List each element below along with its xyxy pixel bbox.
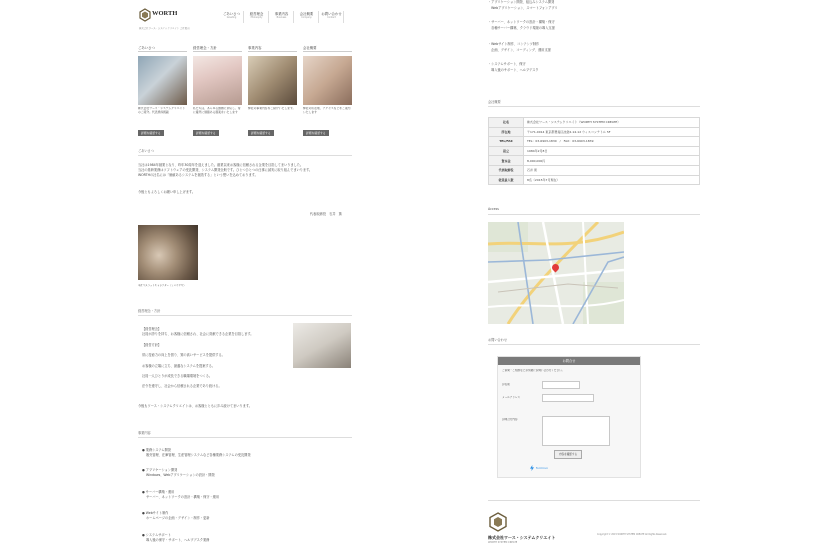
formrun-brand[interactable]: formrun: [536, 466, 549, 470]
philosophy-label: 【経営理念】: [142, 327, 162, 331]
table-row: 代表取締役 石井 篤: [489, 165, 700, 175]
feature-desc: 弊社の事業内容をご紹介いたします。: [248, 107, 296, 110]
table-row: 資本金 8,000,000円: [489, 156, 700, 166]
business-item-body: サーバー、ネットワークの設計・構築・保守・運用: [146, 495, 220, 499]
name-label: お名前: [502, 383, 510, 386]
business-item-title: ● Webサイト制作: [142, 511, 169, 515]
divider: [138, 155, 352, 156]
nav-item-philosophy[interactable]: 経営理念 Philosophy: [245, 11, 269, 23]
service-line: 導入後のサポート、ヘルプデスク: [488, 68, 539, 72]
feature-card-business: [248, 45, 297, 138]
business-item-body: 導入後の保守・サポート、ヘルプデスク業務: [146, 538, 210, 542]
logo-text: WORTH: [152, 10, 178, 17]
email-label: メールアドレス: [502, 396, 521, 399]
feature-detail-button[interactable]: 詳細を確認する: [248, 130, 274, 136]
access-map[interactable]: [488, 222, 624, 324]
divider: [138, 437, 352, 438]
service-line: ・Webサイト制作、コンテンツ制作: [488, 42, 540, 46]
feature-desc: 私たちは、あらゆる課題に対応し、常に確実に価値ある提案をいたします: [193, 107, 241, 114]
form-intro: ご質問・ご相談などお気軽にお問い合わせください。: [502, 369, 565, 372]
feature-image-meeting: [303, 56, 352, 105]
photo-caption: 当社マスコットキャラクター（ミニウサギ）: [138, 284, 186, 287]
philosophy-text: 社員が誇りを持ち、お客様に信頼され、社会に貢献できる企業を目指します。: [142, 332, 254, 336]
table-row: 設立 1984年2月8日: [489, 146, 700, 156]
service-line: 各種サーバー構築、クラウド環境の導入支援: [488, 26, 555, 30]
body-label: お問合せ内容: [502, 418, 518, 421]
service-line: ・サーバー、ネットワークの設計・構築・保守: [488, 20, 555, 24]
feature-detail-button[interactable]: 詳細を確認する: [138, 130, 164, 136]
nav-item-company[interactable]: 会社概要 Company: [295, 11, 319, 23]
divider: [488, 106, 700, 107]
divider: [488, 344, 700, 345]
footer-sub: WORTH SYSTEM CREATE: [488, 541, 518, 544]
policy-bullet: お客様の立場に立ち、最適なシステムを提案する。: [142, 364, 215, 368]
divider: [138, 315, 352, 316]
name-field[interactable]: [542, 381, 580, 389]
feature-heading: ごあいさつ: [138, 45, 187, 52]
greeting-heading: ごあいさつ: [138, 149, 154, 153]
company-table: [488, 117, 700, 185]
global-nav: [220, 11, 345, 23]
feature-heading: 経営理念・方針: [193, 45, 242, 52]
feature-card-philosophy: [193, 45, 242, 138]
contact-heading: お問い合わせ: [488, 338, 508, 342]
business-heading: 事業内容: [138, 431, 151, 435]
feature-image-laptop: [138, 56, 187, 105]
business-item-body: ホームページの企画・デザイン・制作・更新: [146, 516, 210, 520]
feature-desc: 弊社の所在地、アクセスなどをご案内いたします: [303, 107, 351, 114]
site-tagline: 株式会社ワース・システムクリエイト 会社案内: [139, 27, 190, 30]
nav-item-contact[interactable]: お問い合わせ Contact: [320, 11, 344, 23]
philosophy-closing: 今後もワース・システムクリエイトは、お客様とともに歩み続けてまいります。: [138, 404, 252, 408]
feature-detail-button[interactable]: 詳細を確認する: [303, 130, 329, 136]
footer-company: 株式会社ワース・システムクリエイト: [488, 535, 556, 540]
business-item-title: ● システムサポート: [142, 533, 171, 537]
access-heading: Access: [488, 207, 499, 211]
table-row: 従業員人数 8名（2015年7月現在）: [489, 175, 700, 185]
form-title: お問合せ: [498, 357, 640, 365]
formrun-icon: [530, 465, 534, 471]
feature-card-company: [303, 45, 352, 138]
divider: [488, 214, 700, 215]
feature-image-desk: [248, 56, 297, 105]
service-line: ・アプリケーション開発、組込みシステム開発: [488, 0, 555, 4]
feature-heading: 事業内容: [248, 45, 297, 52]
contact-form: [497, 356, 641, 478]
feature-desc: 株式会社ワース・システムクリエイトのご紹介。代表挨拶掲載: [138, 107, 186, 114]
message-field[interactable]: [542, 416, 610, 446]
policy-bullet: 法令を遵守し、社会から信頼される企業であり続ける。: [142, 384, 222, 388]
copyright: Copyright © 2015 WORTH SYSTEM CREATE All Rights Reserved.: [597, 533, 667, 536]
feature-card-greeting: [138, 45, 187, 138]
business-item-body: 販売管理、在庫管理、生産管理システムなど各種業務システムの受託開発: [146, 453, 251, 457]
email-field[interactable]: [542, 394, 594, 402]
nav-item-greeting[interactable]: ごあいさつ Greeting: [220, 11, 244, 23]
submit-button[interactable]: 内容を確認する: [554, 450, 582, 459]
greeting-paragraph: 当社は1984年創業となり、昨年30周年を迎えました。創業以来お客様に信頼される企業を目指してまいりました。: [138, 163, 304, 167]
philosophy-heading: 経営理念・方針: [138, 309, 161, 313]
business-item-title: ● サーバー構築・運用: [142, 490, 175, 494]
rabbit-photo: [138, 225, 198, 280]
business-item-body: Windows、Webアプリケーションの設計・開発: [146, 473, 215, 477]
company-heading: 会社概要: [488, 100, 501, 104]
greeting-paragraph: 当社の基幹業務はソフトウェアの受託開発、システム開発全般です。ひとつひとつの仕事に誠実に取り組んでまいります。: [138, 168, 313, 172]
greeting-signature: 代表取締役 石井 篤: [310, 212, 342, 216]
divider: [488, 500, 700, 501]
service-line: ・システムサポート、保守: [488, 62, 526, 66]
feature-image-notebook: [193, 56, 242, 105]
policy-bullet: 社員一人ひとりが成長できる職場環境をつくる。: [142, 374, 213, 378]
business-item-title: ● アプリケーション開発: [142, 468, 178, 472]
policy-bullet: 常に技術力の向上を図り、質の高いサービスを提供する。: [142, 353, 225, 357]
glasses-photo: [293, 323, 351, 368]
greeting-paragraph: WORTHの社名には「価値あるシステムを創造する」という想いを込めております。: [138, 173, 258, 177]
table-row: 社名 株式会社ワース・システムクリエイト（WORTH SYSTEM CREATE）: [489, 118, 700, 128]
business-item-title: ● 業務システム開発: [142, 448, 171, 452]
footer-logo[interactable]: [488, 512, 508, 532]
feature-detail-button[interactable]: 詳細を確認する: [193, 130, 219, 136]
table-row: 所在地 〒171-0014 東京都豊島区池袋2-14-12 ウィスコンテトル 5F: [489, 127, 700, 137]
greeting-paragraph: 今後ともよろしくお願い申し上げます。: [138, 190, 196, 194]
service-line: 企画、デザイン、コーディング、運用支援: [488, 48, 551, 52]
service-line: Webアプリケーション、スマートフォンアプリ: [488, 6, 558, 10]
nav-item-business[interactable]: 事業内容 Business: [270, 11, 294, 23]
table-row: TEL/FAX TEL：03-6903-1830 / FAX：03-6903-1839: [489, 137, 700, 147]
feature-heading: 会社概要: [303, 45, 352, 52]
policy-label: 【経営方針】: [142, 343, 162, 347]
